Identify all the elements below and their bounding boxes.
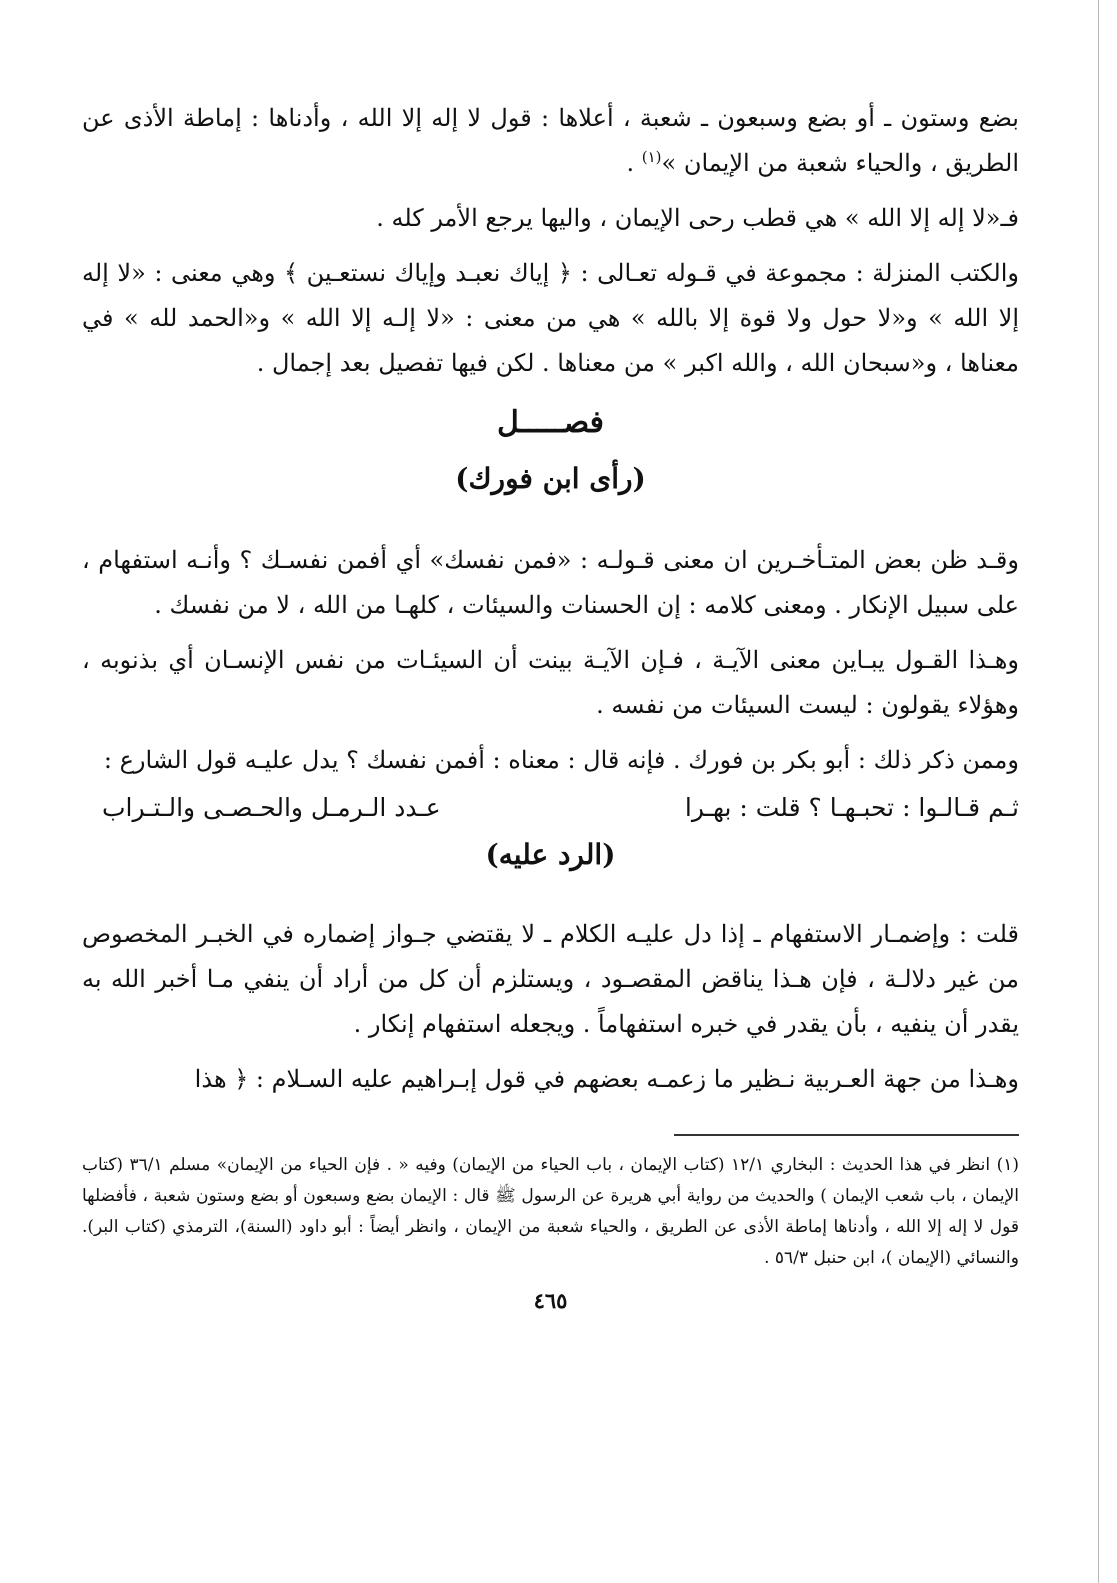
footnote-divider <box>674 1134 1019 1136</box>
paragraph-abu-bakr: وممن ذكر ذلك : أبو بكر بن فورك . فإنه قال : معناه : أفمن نفسك ؟ يدل عليـه قول الشارع : <box>103 746 1019 774</box>
ibn-furak-section <box>82 538 1019 783</box>
poetry-verse <box>82 785 1019 830</box>
paragraph-scriptures: والكتب المنزلة : مجموعة في قـوله تعـالى : ﴿ إياك نعبـد وإياك نستعـين ﴾ وهي معنى : «لا إله إلا الله » و«لا حول ولا قوة إلا بالله » هي من معنى : «لا إلـه إلا الله » و«الحمد لله » في معناها ، و«سبحان الله ، والله اكبر » من معناها . لكن فيها تفصيل بعد إجمال . <box>82 259 1020 377</box>
section-heading-refutation: (الرد عليه) <box>485 838 616 871</box>
section-heading-ibn-furak: (رأى ابن فورك) <box>455 462 646 495</box>
paragraph-tawhid: فـ«لا إله إلا الله » هي قطب رحى الإيمان ، واليها يرجع الأمر كله . <box>376 204 1019 232</box>
verse-first-half: ثـم قـالـوا : تحبـهـا ؟ قلت : بهـرا <box>684 793 1019 822</box>
intro-section <box>82 96 1019 386</box>
paragraph-hadith-text: بضع وستون ـ أو بضع وسبعون ـ شعبة ، أعلاها : قول لا إله إلا الله ، وأدناها : إماطة الأذى عن الطريق ، والحياء شعبة من الإيمان » <box>82 104 1019 177</box>
verse-second-half: عـدد الـرمـل والحـصـى والـتـراب <box>102 793 441 822</box>
footnote-marker: (١) <box>641 148 662 166</box>
refutation-section <box>82 912 1019 1102</box>
paragraph-hadith-tail: . <box>626 149 642 177</box>
section-heading-fasl: فصـــــل <box>496 405 605 440</box>
paragraph-contradiction: وهـذا القـول يبـاين معنى الآيـة ، فـإن الآيـة بينت أن السيئـات من نفس الإنسـان أي بذنوبه ، وهؤلاء يقولون : ليست السيئات من نفسه . <box>82 646 1019 719</box>
paragraph-later-scholars: وقـد ظن بعض المتـأخـرين ان معنى قـولـه : «فمن نفسك» أي أفمن نفسـك ؟ وأنـه استفهام ، على سبيل الإنكار . ومعنى كلامه : إن الحسنات والسيئات ، كلهـا من الله ، لا من نفسك . <box>82 546 1019 619</box>
page-edge-line <box>1098 0 1099 1583</box>
footnote-text: (١) انظر في هذا الحديث : البخاري ١٢/١ (كتاب الإيمان ، باب الحياء من الإيمان) وفيه « . فإن الحياء من الإيمان» مسلم ٣٦/١ (كتاب الإيمان ، باب شعب الإيمان ) والحديث من رواية أبي هريرة عن الرسول ﷺ قال : الإيمان بضع وسبعون أو بضع وستون شعبة ، فأفضلها قول لا إله إلا الله ، وأدناها إماطة الأذى عن الطريق ، والحياء شعبة من الإيمان ، وانظر أيضاً : أبو داود (السنة)، الترمذي (كتاب البر). والنسائي (الإيمان )، ابن حنبل ٥٦/٣ . <box>82 1155 1019 1268</box>
paragraph-hadith <box>82 96 1019 186</box>
page-number: ٤٦٥ <box>533 1288 568 1313</box>
paragraph-arabic-grammar: وهـذا من جهة العـربية نـظير ما زعمـه بعضهم في قول إبـراهيم عليه السـلام : ﴿ هذا <box>194 1065 1019 1093</box>
paragraph-refutation: قلت : وإضمـار الاستفهام ـ إذا دل عليـه الكلام ـ لا يقتضي جـواز إضماره في الخبـر المخصوص من غير دلالـة ، فإن هـذا يناقض المقصـود ، ويستلزم أن كل من أراد أن ينفي مـا أخبر الله به يقدر أن ينفيه ، بأن يقدر في خبره استفهاماً . ويجعله استفهام إنكار . <box>82 920 1019 1038</box>
